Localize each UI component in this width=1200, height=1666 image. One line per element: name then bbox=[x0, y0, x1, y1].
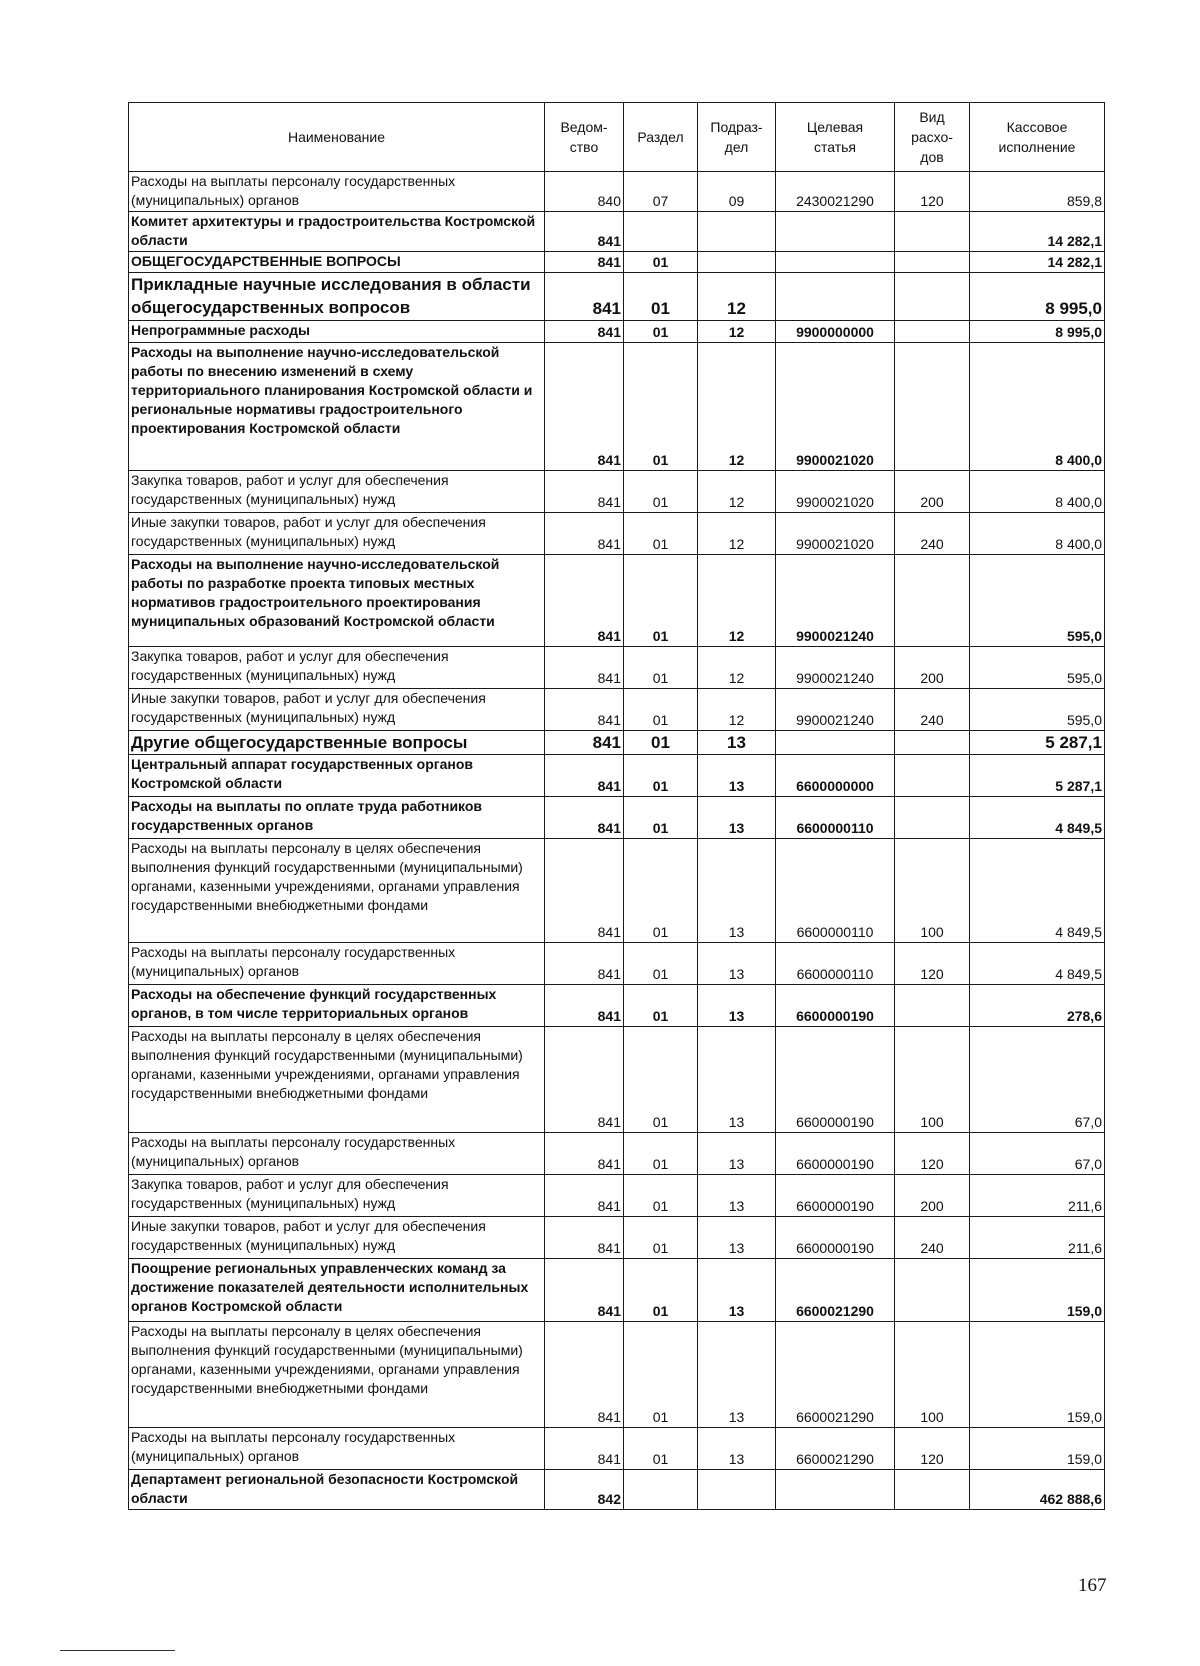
row-vedomstvo: 841 bbox=[545, 985, 624, 1027]
row-name: Центральный аппарат государственных органов Костромской области bbox=[129, 755, 545, 797]
row-vedomstvo: 841 bbox=[545, 513, 624, 555]
row-vedomstvo: 841 bbox=[545, 689, 624, 731]
row-celevaya-statya: 9900021020 bbox=[776, 513, 895, 555]
header-celevaya-statya: Целевая статья bbox=[776, 103, 895, 172]
row-ispolnenie: 14 282,1 bbox=[970, 212, 1105, 252]
row-celevaya-statya: 6600021290 bbox=[776, 1259, 895, 1322]
table-row bbox=[129, 471, 1105, 513]
table-row bbox=[129, 1133, 1105, 1175]
row-razdel: 01 bbox=[624, 797, 698, 839]
row-razdel: 01 bbox=[624, 1175, 698, 1217]
row-vedomstvo: 841 bbox=[545, 212, 624, 252]
row-celevaya-statya: 2430021290 bbox=[776, 172, 895, 212]
row-name: Расходы на выплаты персоналу государственных (муниципальных) органов bbox=[129, 1428, 545, 1470]
row-razdel bbox=[624, 1470, 698, 1510]
row-name: Иные закупки товаров, работ и услуг для обеспечения государственных (муниципальных) нужд bbox=[129, 513, 545, 555]
table-row bbox=[129, 1175, 1105, 1217]
row-podrazdel: 13 bbox=[698, 985, 776, 1027]
row-vid-rashodov bbox=[895, 343, 970, 471]
row-vedomstvo: 841 bbox=[545, 731, 624, 755]
row-ispolnenie: 8 400,0 bbox=[970, 513, 1105, 555]
row-podrazdel: 09 bbox=[698, 172, 776, 212]
row-podrazdel: 12 bbox=[698, 273, 776, 321]
row-ispolnenie: 859,8 bbox=[970, 172, 1105, 212]
table-row bbox=[129, 689, 1105, 731]
row-celevaya-statya: 9900021240 bbox=[776, 555, 895, 647]
row-ispolnenie: 8 400,0 bbox=[970, 471, 1105, 513]
row-vedomstvo: 841 bbox=[545, 839, 624, 943]
table-row bbox=[129, 513, 1105, 555]
row-vid-rashodov bbox=[895, 555, 970, 647]
row-vid-rashodov: 200 bbox=[895, 647, 970, 689]
row-vedomstvo: 841 bbox=[545, 321, 624, 343]
row-name: Расходы на выплаты персоналу в целях обеспечения выполнения функций государственными (муниципальными) органами, казенными учреждениями, органами управления государственными внебюджетными фондами bbox=[129, 1322, 545, 1428]
table-row bbox=[129, 985, 1105, 1027]
row-vedomstvo: 841 bbox=[545, 1133, 624, 1175]
header-vid-rashodov: Вид расхо- дов bbox=[895, 103, 970, 172]
row-celevaya-statya: 6600000190 bbox=[776, 1217, 895, 1259]
row-vid-rashodov bbox=[895, 797, 970, 839]
table-row bbox=[129, 1259, 1105, 1322]
row-podrazdel: 13 bbox=[698, 1133, 776, 1175]
row-podrazdel: 13 bbox=[698, 1175, 776, 1217]
row-celevaya-statya: 9900021020 bbox=[776, 471, 895, 513]
row-vedomstvo: 841 bbox=[545, 471, 624, 513]
row-celevaya-statya: 6600000190 bbox=[776, 1133, 895, 1175]
table-row bbox=[129, 321, 1105, 343]
row-podrazdel: 12 bbox=[698, 471, 776, 513]
row-vedomstvo: 841 bbox=[545, 1322, 624, 1428]
row-vedomstvo: 841 bbox=[545, 343, 624, 471]
row-ispolnenie: 595,0 bbox=[970, 647, 1105, 689]
row-ispolnenie: 278,6 bbox=[970, 985, 1105, 1027]
row-name: Иные закупки товаров, работ и услуг для обеспечения государственных (муниципальных) нужд bbox=[129, 689, 545, 731]
table-row bbox=[129, 943, 1105, 985]
row-vid-rashodov bbox=[895, 985, 970, 1027]
row-celevaya-statya: 6600000110 bbox=[776, 839, 895, 943]
row-vid-rashodov bbox=[895, 273, 970, 321]
budget-execution-table bbox=[128, 102, 1105, 1510]
row-vedomstvo: 841 bbox=[545, 755, 624, 797]
row-vid-rashodov: 240 bbox=[895, 1217, 970, 1259]
row-podrazdel: 13 bbox=[698, 797, 776, 839]
row-podrazdel: 12 bbox=[698, 343, 776, 471]
row-podrazdel: 13 bbox=[698, 1322, 776, 1428]
row-razdel: 01 bbox=[624, 1027, 698, 1133]
row-vedomstvo: 841 bbox=[545, 252, 624, 273]
row-podrazdel: 12 bbox=[698, 647, 776, 689]
row-vedomstvo: 841 bbox=[545, 943, 624, 985]
row-name: Расходы на выплаты персоналу государственных (муниципальных) органов bbox=[129, 943, 545, 985]
row-ispolnenie: 159,0 bbox=[970, 1428, 1105, 1470]
row-podrazdel: 13 bbox=[698, 1259, 776, 1322]
row-celevaya-statya bbox=[776, 1470, 895, 1510]
row-vedomstvo: 841 bbox=[545, 1217, 624, 1259]
row-vedomstvo: 841 bbox=[545, 555, 624, 647]
row-celevaya-statya: 9900021240 bbox=[776, 647, 895, 689]
row-vid-rashodov: 100 bbox=[895, 1322, 970, 1428]
row-vid-rashodov: 120 bbox=[895, 1133, 970, 1175]
row-vedomstvo: 841 bbox=[545, 1428, 624, 1470]
row-razdel: 01 bbox=[624, 689, 698, 731]
row-podrazdel: 13 bbox=[698, 1217, 776, 1259]
row-razdel: 01 bbox=[624, 647, 698, 689]
table-row bbox=[129, 1217, 1105, 1259]
row-ispolnenie: 8 400,0 bbox=[970, 343, 1105, 471]
table-row bbox=[129, 839, 1105, 943]
row-podrazdel: 13 bbox=[698, 839, 776, 943]
row-ispolnenie: 211,6 bbox=[970, 1175, 1105, 1217]
table-row bbox=[129, 731, 1105, 755]
row-razdel: 01 bbox=[624, 252, 698, 273]
header-kassovoe-ispolnenie: Кассовое исполнение bbox=[970, 103, 1105, 172]
row-razdel: 01 bbox=[624, 1133, 698, 1175]
row-name: Расходы на выплаты персоналу в целях обеспечения выполнения функций государственными (муниципальными) органами, казенными учреждениями, органами управления государственными внебюджетными фондами bbox=[129, 1027, 545, 1133]
row-name: Расходы на выполнение научно-исследовательской работы по разработке проекта типовых местных нормативов градостроительного проектирования муниципальных образований Костромской области bbox=[129, 555, 545, 647]
row-vedomstvo: 840 bbox=[545, 172, 624, 212]
row-celevaya-statya: 9900021020 bbox=[776, 343, 895, 471]
row-vid-rashodov: 120 bbox=[895, 172, 970, 212]
row-name: Закупка товаров, работ и услуг для обеспечения государственных (муниципальных) нужд bbox=[129, 647, 545, 689]
row-name: Расходы на выполнение научно-исследовательской работы по внесению изменений в схему территориального планирования Костромской области и региональные нормативы градостроительного проектирования Костромской области bbox=[129, 343, 545, 471]
row-name: Комитет архитектуры и градостроительства Костромской области bbox=[129, 212, 545, 252]
row-ispolnenie: 67,0 bbox=[970, 1133, 1105, 1175]
row-razdel: 01 bbox=[624, 273, 698, 321]
row-name: Непрограммные расходы bbox=[129, 321, 545, 343]
row-razdel: 01 bbox=[624, 1428, 698, 1470]
row-ispolnenie: 4 849,5 bbox=[970, 943, 1105, 985]
row-podrazdel: 12 bbox=[698, 321, 776, 343]
row-ispolnenie: 595,0 bbox=[970, 689, 1105, 731]
table-row bbox=[129, 273, 1105, 321]
row-celevaya-statya: 6600000190 bbox=[776, 1027, 895, 1133]
row-razdel: 01 bbox=[624, 985, 698, 1027]
row-razdel: 01 bbox=[624, 513, 698, 555]
row-vid-rashodov bbox=[895, 755, 970, 797]
row-podrazdel bbox=[698, 212, 776, 252]
row-name: Закупка товаров, работ и услуг для обеспечения государственных (муниципальных) нужд bbox=[129, 1175, 545, 1217]
row-vedomstvo: 841 bbox=[545, 273, 624, 321]
row-vid-rashodov: 200 bbox=[895, 471, 970, 513]
row-name: Расходы на выплаты по оплате труда работников государственных органов bbox=[129, 797, 545, 839]
table-row bbox=[129, 1322, 1105, 1428]
row-razdel: 01 bbox=[624, 471, 698, 513]
header-razdel: Раздел bbox=[624, 103, 698, 172]
row-ispolnenie: 14 282,1 bbox=[970, 252, 1105, 273]
row-celevaya-statya: 6600000190 bbox=[776, 985, 895, 1027]
page-number: 167 bbox=[1078, 1575, 1107, 1596]
table-row bbox=[129, 755, 1105, 797]
row-ispolnenie: 595,0 bbox=[970, 555, 1105, 647]
row-vid-rashodov bbox=[895, 252, 970, 273]
table-header-row bbox=[129, 103, 1105, 172]
table-row bbox=[129, 1470, 1105, 1510]
row-ispolnenie: 5 287,1 bbox=[970, 755, 1105, 797]
row-vedomstvo: 841 bbox=[545, 797, 624, 839]
row-celevaya-statya bbox=[776, 273, 895, 321]
row-ispolnenie: 159,0 bbox=[970, 1259, 1105, 1322]
row-razdel: 07 bbox=[624, 172, 698, 212]
table-row bbox=[129, 343, 1105, 471]
row-razdel: 01 bbox=[624, 1217, 698, 1259]
row-razdel: 01 bbox=[624, 943, 698, 985]
row-vid-rashodov: 240 bbox=[895, 513, 970, 555]
row-vid-rashodov bbox=[895, 212, 970, 252]
row-razdel: 01 bbox=[624, 755, 698, 797]
row-name: Другие общегосударственные вопросы bbox=[129, 731, 545, 755]
table-row bbox=[129, 1428, 1105, 1470]
row-ispolnenie: 159,0 bbox=[970, 1322, 1105, 1428]
row-name: Поощрение региональных управленческих команд за достижение показателей деятельности исполнительных органов Костромской области bbox=[129, 1259, 545, 1322]
row-celevaya-statya bbox=[776, 212, 895, 252]
row-celevaya-statya: 9900021240 bbox=[776, 689, 895, 731]
table-row bbox=[129, 172, 1105, 212]
row-celevaya-statya: 6600000190 bbox=[776, 1175, 895, 1217]
row-ispolnenie: 4 849,5 bbox=[970, 839, 1105, 943]
footnote-divider bbox=[60, 1650, 175, 1651]
row-podrazdel bbox=[698, 252, 776, 273]
header-vedomstvo: Ведом- ство bbox=[545, 103, 624, 172]
row-name: Закупка товаров, работ и услуг для обеспечения государственных (муниципальных) нужд bbox=[129, 471, 545, 513]
row-celevaya-statya: 9900000000 bbox=[776, 321, 895, 343]
row-vid-rashodov: 200 bbox=[895, 1175, 970, 1217]
row-podrazdel: 13 bbox=[698, 943, 776, 985]
row-ispolnenie: 211,6 bbox=[970, 1217, 1105, 1259]
header-podrazdel: Подраз- дел bbox=[698, 103, 776, 172]
row-vid-rashodov: 100 bbox=[895, 839, 970, 943]
table-row bbox=[129, 212, 1105, 252]
row-vedomstvo: 841 bbox=[545, 1027, 624, 1133]
row-vedomstvo: 841 bbox=[545, 647, 624, 689]
row-vid-rashodov bbox=[895, 731, 970, 755]
row-razdel bbox=[624, 212, 698, 252]
row-celevaya-statya bbox=[776, 252, 895, 273]
row-podrazdel: 12 bbox=[698, 555, 776, 647]
table-row bbox=[129, 647, 1105, 689]
row-vid-rashodov: 100 bbox=[895, 1027, 970, 1133]
row-name: Расходы на выплаты персоналу государственных (муниципальных) органов bbox=[129, 172, 545, 212]
row-celevaya-statya bbox=[776, 731, 895, 755]
row-razdel: 01 bbox=[624, 321, 698, 343]
table-row bbox=[129, 1027, 1105, 1133]
row-name: ОБЩЕГОСУДАРСТВЕННЫЕ ВОПРОСЫ bbox=[129, 252, 545, 273]
row-podrazdel: 13 bbox=[698, 1027, 776, 1133]
row-razdel: 01 bbox=[624, 555, 698, 647]
row-vid-rashodov: 120 bbox=[895, 1428, 970, 1470]
table-row bbox=[129, 252, 1105, 273]
row-razdel: 01 bbox=[624, 731, 698, 755]
row-ispolnenie: 8 995,0 bbox=[970, 321, 1105, 343]
row-razdel: 01 bbox=[624, 839, 698, 943]
row-podrazdel bbox=[698, 1470, 776, 1510]
row-name: Иные закупки товаров, работ и услуг для обеспечения государственных (муниципальных) нужд bbox=[129, 1217, 545, 1259]
row-ispolnenie: 462 888,6 bbox=[970, 1470, 1105, 1510]
row-name: Прикладные научные исследования в области общегосударственных вопросов bbox=[129, 273, 545, 321]
row-podrazdel: 13 bbox=[698, 755, 776, 797]
row-vedomstvo: 841 bbox=[545, 1259, 624, 1322]
header-name: Наименование bbox=[129, 103, 545, 172]
row-razdel: 01 bbox=[624, 343, 698, 471]
row-podrazdel: 13 bbox=[698, 731, 776, 755]
row-razdel: 01 bbox=[624, 1259, 698, 1322]
table-row bbox=[129, 797, 1105, 839]
row-vid-rashodov bbox=[895, 1470, 970, 1510]
row-podrazdel: 13 bbox=[698, 1428, 776, 1470]
row-vedomstvo: 841 bbox=[545, 1175, 624, 1217]
row-celevaya-statya: 6600021290 bbox=[776, 1322, 895, 1428]
row-vid-rashodov bbox=[895, 321, 970, 343]
row-name: Расходы на выплаты персоналу государственных (муниципальных) органов bbox=[129, 1133, 545, 1175]
row-vid-rashodov: 120 bbox=[895, 943, 970, 985]
row-celevaya-statya: 6600021290 bbox=[776, 1428, 895, 1470]
row-celevaya-statya: 6600000110 bbox=[776, 943, 895, 985]
table-row bbox=[129, 555, 1105, 647]
row-name: Департамент региональной безопасности Костромской области bbox=[129, 1470, 545, 1510]
row-vedomstvo: 842 bbox=[545, 1470, 624, 1510]
row-vid-rashodov: 240 bbox=[895, 689, 970, 731]
row-podrazdel: 12 bbox=[698, 513, 776, 555]
row-vid-rashodov bbox=[895, 1259, 970, 1322]
row-name: Расходы на выплаты персоналу в целях обеспечения выполнения функций государственными (муниципальными) органами, казенными учреждениями, органами управления государственными внебюджетными фондами bbox=[129, 839, 545, 943]
row-razdel: 01 bbox=[624, 1322, 698, 1428]
row-celevaya-statya: 6600000000 bbox=[776, 755, 895, 797]
row-ispolnenie: 8 995,0 bbox=[970, 273, 1105, 321]
row-ispolnenie: 5 287,1 bbox=[970, 731, 1105, 755]
row-ispolnenie: 4 849,5 bbox=[970, 797, 1105, 839]
row-celevaya-statya: 6600000110 bbox=[776, 797, 895, 839]
row-name: Расходы на обеспечение функций государственных органов, в том числе территориальных органов bbox=[129, 985, 545, 1027]
row-ispolnenie: 67,0 bbox=[970, 1027, 1105, 1133]
row-podrazdel: 12 bbox=[698, 689, 776, 731]
